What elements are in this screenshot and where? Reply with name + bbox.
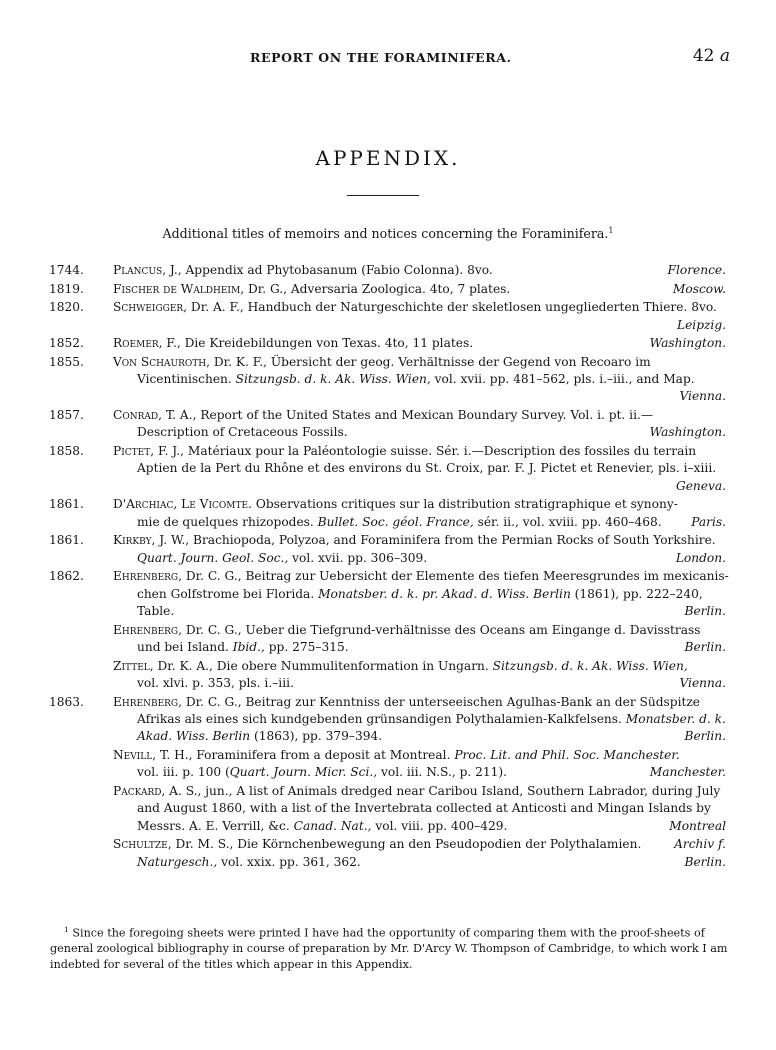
bibliography-entry <box>0 836 776 871</box>
bibliography-entry <box>0 622 776 657</box>
entry-journal: Akad. Wiss. Berlin <box>137 729 251 744</box>
entry-body <box>113 443 726 495</box>
entry-journal: Sitzungsb. d. k. Ak. Wiss. Wien, <box>235 372 431 387</box>
entry-text: Dr. C. G., Beitrag zur Uebersicht der Elemente des tiefen Meeresgrundes im mexicanis- <box>182 569 729 584</box>
bibliography-entry <box>0 747 776 782</box>
entry-text: Matériaux pour la Paléontologie suisse. Sér. i.—Description des fossiles du terrain <box>183 444 697 459</box>
entry-body <box>113 407 726 442</box>
entry-line <box>113 388 726 405</box>
entry-line <box>113 443 726 460</box>
entry-author: Schweigger, <box>113 300 188 315</box>
bibliography-entry <box>0 299 776 334</box>
title-rule <box>347 195 419 196</box>
entry-body <box>113 622 726 657</box>
entry-text: mie de quelques rhizopodes. <box>137 514 318 529</box>
entry-line <box>113 764 726 781</box>
entry-line <box>113 728 726 745</box>
entry-text: und bei Island. <box>137 640 233 655</box>
entry-place: Geneva. <box>675 478 726 493</box>
entry-text: Vicentinischen. <box>137 372 236 387</box>
entry-year: 1855. <box>49 354 84 369</box>
entry-line <box>113 568 729 585</box>
entry-year: 1862. <box>49 569 84 584</box>
entry-year: 1819. <box>49 281 84 296</box>
entry-text-tail: vol. xxix. pp. 361, 362. <box>217 854 361 869</box>
entry-place: Archiv f. <box>674 837 726 852</box>
entry-line <box>113 586 726 603</box>
footnote-line <box>50 941 727 957</box>
intro-text: Additional titles of memoirs and notices concerning the Foraminifera. <box>162 226 609 242</box>
bibliography-entry <box>0 658 776 693</box>
bibliography-entry <box>0 532 776 567</box>
entry-text-tail: vol. xvii. pp. 481–562, pls. i.–iii., and Map. <box>430 372 695 387</box>
entry-line <box>113 532 726 549</box>
entry-line <box>113 262 726 279</box>
entry-text: Report of the United States and Mexican Boundary Survey. Vol. i. pt. ii.— <box>196 408 654 423</box>
entry-body <box>113 568 729 620</box>
entry-place: Washington. <box>649 336 726 351</box>
entry-text-tail: sér. ii., vol. xviii. pp. 460–468. <box>473 514 662 529</box>
entry-text: Aptien de la Pert du Rhône et des environs du St. Croix, par. F. J. Pictet et Renevier, pls. i–xiii. <box>137 461 717 476</box>
entry-text: Brachiopoda, Polyzoa, and Foraminifera from the Permian Rocks of South Yorkshire. <box>189 533 716 548</box>
bibliography-entry <box>0 443 776 495</box>
bibliography-entry <box>0 354 776 406</box>
entry-body <box>113 694 726 746</box>
entry-text: Dr. K. A., Die obere Nummulitenformation in Ungarn. <box>153 658 493 673</box>
entry-author: D'Archiac, Le Vicomte. <box>113 497 252 512</box>
entry-line <box>113 478 726 495</box>
entry-author: Packard, A. S., <box>113 783 202 798</box>
page-number-digits: 42 <box>692 46 715 66</box>
entry-body <box>113 299 726 334</box>
bibliography-entry <box>0 694 776 746</box>
entry-line <box>113 424 726 441</box>
entry-text-tail: (1863), pp. 379–394. <box>250 729 383 744</box>
entry-place: Berlin. <box>684 604 726 619</box>
entry-text: Dr. C. G., Beitrag zur Kenntniss der unterseeischen Agulhas-Bank an der Südspitze <box>182 694 701 709</box>
entry-year: 1852. <box>49 336 84 351</box>
entry-body <box>113 262 726 279</box>
entry-line <box>113 460 726 477</box>
bibliography-entry <box>0 335 776 352</box>
entry-body <box>113 658 726 693</box>
entry-line <box>113 800 726 817</box>
entry-journal: Canad. Nat., <box>293 818 372 833</box>
entry-line <box>113 407 726 424</box>
entry-body <box>113 783 726 835</box>
entry-body <box>113 335 726 352</box>
entry-body <box>113 496 726 531</box>
entry-line <box>113 854 726 871</box>
entry-text: Dr. A. F., Handbuch der Naturgeschichte der skeletlosen ungegliederten Thiere. 8vo. <box>187 300 717 315</box>
entry-year: 1858. <box>49 444 84 459</box>
footnote-line <box>50 957 727 973</box>
entry-line <box>113 550 726 567</box>
bibliography-entry <box>0 568 776 620</box>
entry-text-tail: vol. iii. N.S., p. 211). <box>377 765 508 780</box>
entry-place: Berlin. <box>684 854 726 869</box>
entry-author: Pictet, F. J., <box>113 444 184 459</box>
entry-line <box>113 354 726 371</box>
entry-year: 1820. <box>49 300 84 315</box>
entry-text-tail: (1861), pp. 222–240, <box>570 586 703 601</box>
bibliography-list <box>0 262 776 871</box>
bibliography-entry <box>0 281 776 298</box>
entry-text-tail: pp. 275–315. <box>264 640 349 655</box>
entry-line <box>113 299 726 316</box>
entry-line <box>113 603 726 620</box>
entry-place: Vienna. <box>679 676 726 691</box>
entry-text: Foraminifera from a deposit at Montreal. <box>192 747 455 762</box>
entry-text: jun., A list of Animals dredged near Caribou Island, Southern Labrador, during July <box>201 783 721 798</box>
entry-place: Moscow. <box>672 281 726 296</box>
entry-line <box>113 747 726 764</box>
footnote-text: Since the foregoing sheets were printed I have had the opportunity of comparing them with the proof-sheets of <box>68 926 705 940</box>
entry-author: Zittel, <box>113 658 154 673</box>
entry-place: Manchester. <box>649 765 726 780</box>
entry-journal: Sitzungsb. d. k. Ak. Wiss. Wien, <box>492 658 688 673</box>
entry-journal: Quart. Journ. Geol. Soc., <box>137 550 289 565</box>
entry-body <box>113 354 726 406</box>
entry-line <box>113 711 726 728</box>
entry-author: Roemer, F., <box>113 336 181 351</box>
entry-author: Schultze, <box>113 837 172 852</box>
intro-footnote-mark: 1 <box>608 226 614 235</box>
entry-text: Appendix ad Phytobasanum (Fabio Colonna). 8vo. <box>181 263 493 277</box>
bibliography-entry <box>0 783 776 835</box>
entry-text: Table. <box>137 604 175 619</box>
entry-author: Fischer de Waldheim, <box>113 281 245 296</box>
entry-text: Dr. C. G., Ueber die Tiefgrund-verhältnisse des Oceans am Eingange d. Davisstrass <box>182 622 701 637</box>
appendix-title: APPENDIX. <box>315 146 461 170</box>
entry-text-tail: vol. viii. pp. 400–429. <box>371 818 508 833</box>
entry-year: 1861. <box>49 533 84 548</box>
entry-author: Nevill, T. H., <box>113 747 193 762</box>
entry-text: Dr. M. S., Die Körnchenbewegung an den Pseudopodien der Polythalamien. <box>171 837 642 852</box>
entry-text: Dr. K. F., Übersicht der geog. Verhältnisse der Gegend von Recoaro im <box>209 354 651 369</box>
entry-body <box>113 836 726 871</box>
entry-author: Ehrenberg, <box>113 694 182 709</box>
entry-place: Washington. <box>649 425 726 440</box>
page-number <box>693 46 730 66</box>
intro-line <box>0 226 776 241</box>
entry-line <box>113 496 726 513</box>
footnote-mark: 1 <box>64 925 69 934</box>
entry-place: Vienna. <box>679 389 726 404</box>
footnote <box>50 922 727 973</box>
entry-author: Conrad, T. A., <box>113 408 197 423</box>
entry-line <box>113 783 726 800</box>
entry-body <box>113 747 726 782</box>
entry-place: Leipzig. <box>677 317 726 332</box>
entry-author: Ehrenberg, <box>113 569 182 584</box>
entry-line <box>113 675 726 692</box>
entry-author: Plancus, J., <box>113 263 182 277</box>
entry-text: Die Kreidebildungen von Texas. 4to, 11 plates. <box>180 336 474 351</box>
entry-year: 1857. <box>49 408 84 423</box>
entry-place: Florence. <box>667 263 726 277</box>
entry-year: 1863. <box>49 694 84 709</box>
entry-journal: Naturgesch., <box>137 854 218 869</box>
entry-line <box>113 694 726 711</box>
entry-place: Berlin. <box>684 729 726 744</box>
entry-place: Montreal <box>669 818 726 833</box>
entry-text: Dr. G., Adversaria Zoologica. 4to, 7 plates. <box>244 281 511 296</box>
entry-text: Description of Cretaceous Fossils. <box>137 425 348 440</box>
running-title: REPORT ON THE FORAMINIFERA. <box>250 50 512 65</box>
entry-line <box>113 622 726 639</box>
entry-line <box>113 818 726 835</box>
entry-year: 1861. <box>49 497 84 512</box>
entry-author: Ehrenberg, <box>113 622 182 637</box>
bibliography-entry <box>0 407 776 442</box>
entry-text: chen Golfstrome bei Florida. <box>137 586 319 601</box>
entry-place: Berlin. <box>684 640 726 655</box>
entry-line <box>113 335 726 352</box>
entry-text: Observations critiques sur la distribution stratigraphique et synony- <box>251 497 678 512</box>
entry-body <box>113 281 726 298</box>
entry-line <box>113 639 726 656</box>
entry-journal: Bullet. Soc. géol. France, <box>317 514 474 529</box>
entry-journal: Proc. Lit. and Phil. Soc. Manchester. <box>454 747 680 762</box>
entry-author: Von Schauroth, <box>113 354 210 369</box>
page-number-letter: a <box>719 46 730 66</box>
entry-line <box>113 281 726 298</box>
entry-text-tail: vol. xvii. pp. 306–309. <box>288 550 428 565</box>
entry-place: Paris. <box>691 514 726 529</box>
entry-line <box>113 658 726 675</box>
entry-body <box>113 532 726 567</box>
entry-line <box>113 371 726 388</box>
entry-line <box>113 514 726 531</box>
entry-journal: Monatsber. d. k. pr. Akad. d. Wiss. Berlin <box>318 586 571 601</box>
footnote-text: indebted for several of the titles which appear in this Appendix. <box>50 957 413 971</box>
footnote-text: general zoological bibliography in course of preparation by Mr. D'Arcy W. Thompson of Cambridge, to which work I am <box>50 942 728 956</box>
entry-text: Afrikas als eines sich kundgebenden grünsandigen Polythalamien-Kalkfelsens. <box>137 712 626 727</box>
entry-journal: Quart. Journ. Micr. Sci., <box>229 765 378 780</box>
entry-text: Messrs. A. E. Verrill, &c. <box>137 818 294 833</box>
footnote-line <box>50 922 727 941</box>
entry-line <box>113 317 726 334</box>
entry-author: Kirkby, J. W., <box>113 533 190 548</box>
entry-line <box>113 836 726 853</box>
entry-journal: Ibid., <box>232 640 265 655</box>
entry-place: London. <box>675 550 726 565</box>
bibliography-entry <box>0 262 776 279</box>
entry-text: and August 1860, with a list of the Invertebrata collected at Anticosti and Mingan Islands by <box>137 801 711 816</box>
entry-text: vol. iii. p. 100 ( <box>137 765 230 780</box>
entry-text: vol. xlvi. p. 353, pls. i.–iii. <box>137 676 294 691</box>
bibliography-entry <box>0 496 776 531</box>
entry-journal: Monatsber. d. k. <box>625 712 726 727</box>
entry-year: 1744. <box>49 263 84 277</box>
